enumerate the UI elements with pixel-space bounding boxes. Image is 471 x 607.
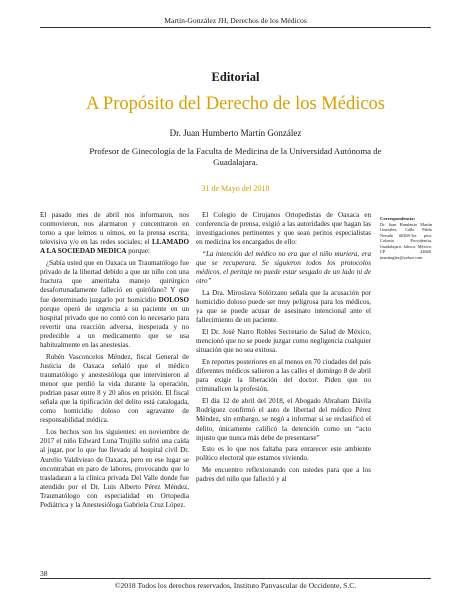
paragraph: El día 12 de abril del 2018, el Abogado Abraham Dávila Rodríguez confirmó el auto de libertad del médico Pérez Méndez, sin embargo, se negó a informar si se reclasificó el delito, únicamente calificó la detención como un “acto injusto que nunca más debe de presentarse” [196, 397, 371, 442]
paragraph: La Dra. Miroslava Solórzano señala que la acusación por homicidio doloso puede ser muy peligrosa para los médicos, ya que se puede acusar de asesinato intencional ante el fallecimiento de un paciente. [196, 289, 371, 325]
article-title: A Propósito del Derecho de los Médicos [85, 94, 386, 114]
emphasis: DOLOSO [158, 295, 189, 304]
article-author: Dr. Juan Humberto Martín González [169, 128, 302, 138]
page-number: 38 [40, 569, 48, 578]
running-header: Martín-González JH, Derechos de los Médicos [164, 16, 307, 25]
emphasis: LLAMADO A LA SOCIEDAD MEDICA [40, 238, 189, 256]
paragraph: El pasado mes de abril nos informaron, nos conmovieron, nos alarmaron y concentraron en torno a que leímos u oímos, en la prensa escrita, televisiva y/o en las redes sociales; el LLAMADO A LA SOCIEDAD MEDICA porque: [40, 211, 189, 256]
quote-paragraph: “La intención del médico no era que el niño muriera, era que se recuperara. Se siguieron todos los protocolos médicos, el peritaje no puede estar sesgado de un lado ni de otro” [196, 250, 371, 286]
paragraph: Los hechos son los siguientes: en noviembre de 2017 el niño Edward Luna Trujillo sufrió una caída al jugar, por lo que fue llevado al hospital civil Dr. Aurelio Valdivieso de Oaxaca, pero en ese lugar se encontraban en paro de labores, provocando que lo trasladaran a la clínica privada Del Valle donde fue atendido por el Dr. Luis Alberto Pérez Méndez, Traumatólogo con especialidad en Ortopedia Pediátrica y la Anestesióloga Gabriela Cruz López. [40, 428, 189, 509]
footer-rule [40, 578, 431, 579]
body-column-2 [196, 211, 371, 487]
section-label: Editorial [211, 70, 260, 84]
author-affiliation: Profesor de Ginecología de la Faculta de Medicina de la Universidad Autónoma de Guadalajara. [89, 146, 382, 167]
paragraph: Rubén Vasconcelos Méndez, fiscal General de Justicia de Oaxaca señaló que el médico traumatólogo y anestesióloga que intervinieron al menor que perdió la vida durante la operación, podrían pasar entre 8 y 20 años en prisión. El fiscal señala que la tipificación del delito está catalogada, como homicidio doloso con agravante de responsabilidad médica. [40, 352, 189, 425]
correspondence-body: Dr. Juan Humberto Martín González, Calle Pablo Neruda #0268-3er. piso, Colonia Providencia, Guadalajara, Jalisco, México. CP 44660. jmartinglez@yahoo.com [380, 221, 432, 260]
paragraph: El Colegio de Cirujanos Ortopedistas de Oaxaca en conferencia de prensa, exigió a las autoridades que hagan las investigaciones pertinentes y que sean peritos especialistas en medicina los encargados de ello: [196, 211, 371, 247]
body-column-1 [40, 211, 189, 513]
footer-copyright: ©2018 Todos los derechos reservados, Instituto Panvascular de Occidente, S.C. [114, 581, 357, 590]
paragraph: ¿Sabía usted que en Oaxaca un Traumatólogo fue privado de la libertad debido a que un niño con una fractura que ameritaba manejo quirúrgico desafortunadamente falleció en quirófano? Y que fue determinado juzgarlo por homicidio DOLOSO porque operó de urgencia a su paciente en un hospital privado que no contó con lo necesario para revertir una reacción adversa, inesperada y no predecible a un medicamento que se usa habitualmente en las anestesias. [40, 259, 189, 349]
paragraph: En reportes posteriores en al menos en 70 ciudades del país diferentes médicos salieron a las calles el domingo 8 de abril para exigir la liberación del doctor. Piden que no criminalicen la profesión. [196, 358, 371, 394]
paragraph: Me encuentro reflexionando con ustedes para que a los padres del niño que falleció y al [196, 466, 371, 484]
paragraph: Esto es lo que nos faltaba para enrarecer este ambiente político electoral que estamos viviendo. [196, 445, 371, 463]
correspondence-title: Correspondencia: [380, 216, 416, 221]
header-rule [40, 27, 431, 28]
paragraph: El Dr. José Narro Robles Secretario de Salud de México, mencionó que no se puede juzgar como negligencia cualquier situación que no sea exitosa. [196, 328, 371, 355]
article-date: 31 de Mayo del 2018 [201, 184, 270, 193]
correspondence-box [380, 216, 432, 260]
